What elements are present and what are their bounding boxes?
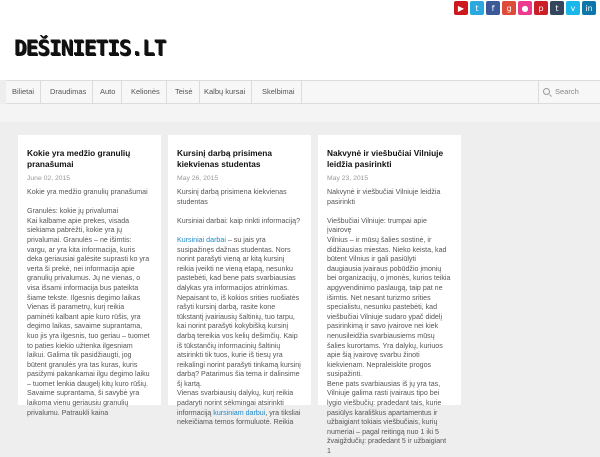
search-icon[interactable] [543, 88, 550, 95]
post-date: June 02, 2015 [27, 175, 71, 182]
twitter-icon[interactable]: t [470, 1, 484, 15]
excerpt-text: Kursinį darbą prisimena kiekvienas studentas Kursiniai darbai: kaip rinkti informaciją? [177, 188, 301, 225]
post-date: May 26, 2015 [177, 175, 219, 182]
kursiniai-darbai-link[interactable]: Kursiniai darbai [177, 235, 226, 244]
search-box[interactable] [538, 81, 600, 103]
site-header [0, 16, 600, 80]
post-excerpt [177, 188, 301, 428]
vimeo-icon[interactable]: v [566, 1, 580, 15]
nav-item-keliones[interactable]: Kelionės [125, 81, 167, 103]
post-card [18, 135, 161, 417]
top-bar [0, 0, 600, 16]
post-title[interactable]: Kursinį darbą prisimena kiekvienas studentas [177, 148, 272, 169]
nav-item-teise[interactable]: Teisė [169, 81, 200, 103]
pinterest-icon[interactable]: p [534, 1, 548, 15]
nav-item-draudimas[interactable]: Draudimas [44, 81, 93, 103]
post-excerpt: Kokie yra medžio granulių pranašumai Granulės: kokie jų privalumai Kai kalbame apie prekes, visada siekiama pabrėžti, kokie yra jų privalumai. Granulės – ne išimtis: vargu, ar yra kita informacija, kuris deka geriausiai galėsite suprasti ko yra verta ši prekė, nei informacija apie granulių privalumus. Jų ne vienas, o visa išsami informacija bus pateikta šiame tekste. Ilgesnis degimo laikas Vienas iš parametrų, kurį reikia paminėti kalbant apie kuro rūšis, yra degimo laikas, savaime suprantama, kuo jis yra ilgesnis, tuo geriau – tuomet to paties kiekio užtenka ilgesniam laikui. Galima tik pasidžiaugti, jog būtent granulės yra tas kuras, kuris pasižymi pakankamai ilgu degimo laiku – tuomet lenkia daugelį kitų kuro rūšių. Savaime suprantama, ši savybė yra laikoma vienu geriausiu granulių privalumu. Patraukli kaina [27, 188, 150, 417]
post-title[interactable]: Kokie yra medžio granulių pranašumai [27, 148, 131, 169]
youtube-icon[interactable]: ▶ [454, 1, 468, 15]
content-band [0, 104, 600, 122]
excerpt-text: – su jais yra susipažinęs dažnas studentas. Nors norint parašyti vieną ar kitą kursinį reikia įveikti ne vieną etapą, nesunku pastebėti, kad bene pats svarbiausias dalykas yra informacijos atrinkimas. Nepaisant to, iš kokios srities ruošiatės rašyti kursinį darbą, rasite kone tūkstantį įvairiausių šaltinių, tuo tarpu, kai norint parašyti kokybišką kursinį darbą tereikia vos kelių dešimčių. Kaip iš tūkstančių informacinių šaltinių atsirinkti tik tuos, kurie iš tiesų yra reikalingi norint parašyti tinkamą kursinį darbą? Patarimus šia tema ir dalinsime šį kartą. Vienas svarbiausių dalykų, kurį reikia padaryti norint sėkmingai atsirinkti informaciją [177, 235, 301, 417]
post-date: May 23, 2015 [327, 175, 369, 182]
linkedin-icon[interactable]: in [582, 1, 596, 15]
tumblr-icon[interactable]: t [550, 1, 564, 15]
kursiniam-darbui-link[interactable]: kursiniam darbui [213, 408, 266, 417]
site-logo[interactable]: DEŠINIETIS.LT [14, 36, 166, 60]
post-card [318, 135, 461, 456]
main-nav [6, 80, 600, 104]
nav-item-auto[interactable]: Auto [94, 81, 122, 103]
social-icons [454, 1, 596, 15]
search-input[interactable]: Search [555, 87, 579, 96]
facebook-icon[interactable]: f [486, 1, 500, 15]
nav-item-skelbimai[interactable]: Skelbimai [256, 81, 302, 103]
post-title[interactable]: Nakvynė ir viešbučiai Vilniuje leidžia pasirinkti [327, 148, 444, 169]
post-card [168, 135, 311, 427]
nav-item-kalbu-kursai[interactable]: Kalbų kursai [198, 81, 252, 103]
excerpt-text: , yra tiksliai nekeičiama temos formuluotė. Reikia [177, 408, 301, 427]
post-excerpt: Nakvynė ir viešbučiai Vilniuje leidžia pasirinkti Viešbučiai Vilniuje: trumpai apie įvairovę Vilnius – ir mūsų šalies sostinė, ir didžiausias miestas. Nieko keista, kad būtent Vilnius ir gali pasiūlyti daugiausia įvairaus pobūdžio įmonių bei organizacijų, o įmonės, kurios teikia apgyvendinimo paslaugą, taip pat ne išimtis. Net nesant turizmo srities specialistu, nesunku pastebėti, kad viešbučiai Vilniuje sudaro ypač didelį pasirinkimą ir savo įvairove nei kiek nenusileidžia svarbiausiems mūsų šalies kurortams. Yra dalykų, kuriuos apie šią įvairovę svarbu žinoti kiekvienam. Nepraleiskite progos susipažinti. Bene pats svarbiausias iš jų yra tas, Vilniuje galima rasti įvairaus tipo bei lygio viešbučių: pradedant tais, kurie pasiūlys karališkus apartamentus ir užbaigiant tokiais viešbučiais, kurių numeriai – pagal reitingą nuo 1 iki 5 žvaigždučių: pradedant 5 ir užbaigiant 1 [327, 188, 451, 456]
flickr-icon[interactable]: ● [518, 1, 532, 15]
google-plus-icon[interactable]: g [502, 1, 516, 15]
nav-item-bilietai[interactable]: Bilietai [6, 81, 41, 103]
